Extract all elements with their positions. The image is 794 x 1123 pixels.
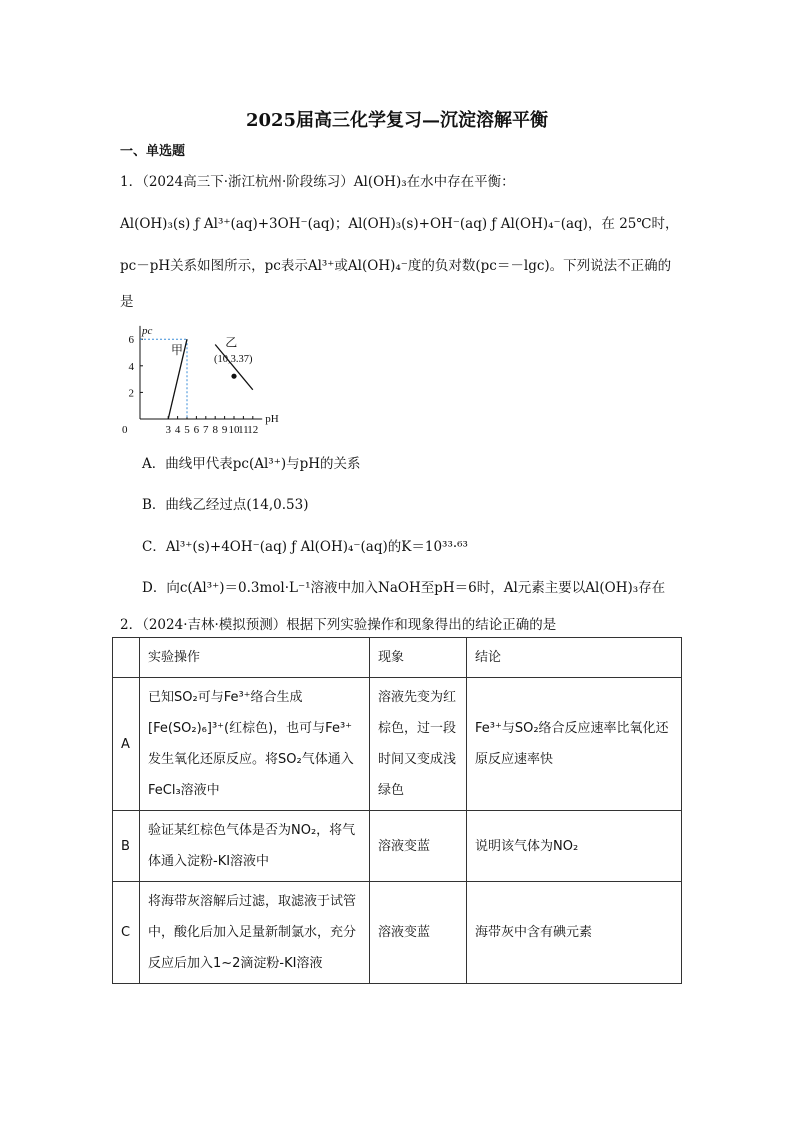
operation-cell: 已知SO₂可与Fe³⁺络合生成[Fe(SO₂)₆]³⁺(红棕色)，也可与Fe³⁺发生氧化还原反应。将SO₂气体通入FeCl₃溶液中: [140, 678, 370, 811]
table-row: [113, 811, 682, 882]
origin-label: 0: [122, 424, 128, 436]
q1-stem-line4: 是: [120, 294, 134, 310]
conclusion-cell: Fe³⁺与SO₂络合反应速率比氧化还原反应速率快: [467, 678, 682, 811]
x-tick-label: 10: [228, 424, 240, 436]
x-tick-label: 9: [221, 424, 228, 436]
table-header-cell: 现象: [370, 638, 467, 678]
table-row: [113, 678, 682, 811]
table-header-cell: [113, 638, 140, 678]
y-axis-label: pc: [142, 324, 153, 337]
series-label-yi: 乙: [225, 335, 238, 350]
q1-option-a: A．曲线甲代表pc(Al³⁺)与pH的关系: [142, 456, 361, 472]
q1-option-b: B．曲线乙经过点(14,0.53): [142, 497, 309, 513]
y-tick-label: 6: [128, 334, 134, 347]
x-axis-label: pH: [265, 413, 279, 425]
y-tick-label: 2: [128, 387, 134, 400]
x-tick-label: 3: [165, 424, 171, 436]
y-tick-label: 4: [128, 360, 134, 373]
conclusion-cell: 说明该气体为NO₂: [467, 811, 682, 882]
phenomenon-cell: 溶液先变为红棕色，过一段时间又变成浅绿色: [370, 678, 467, 811]
x-tick-label: 11: [238, 424, 249, 436]
x-tick-label: 12: [247, 424, 259, 436]
x-tick-label: 5: [184, 424, 190, 436]
table-row: [113, 882, 682, 984]
x-tick-label: 6: [193, 424, 200, 436]
row-label: A: [113, 678, 140, 811]
data-point-label: (10,3.37): [214, 354, 253, 366]
series-line-yi: [215, 345, 253, 390]
table-header-cell: 结论: [467, 638, 682, 678]
series-label-jia: 甲: [171, 343, 184, 358]
data-point: [231, 374, 236, 379]
operation-cell: 验证某红棕色气体是否为NO₂，将气体通入淀粉-KI溶液中: [140, 811, 370, 882]
table-header-cell: 实验操作: [140, 638, 370, 678]
phenomenon-cell: 溶液变蓝: [370, 811, 467, 882]
experiment-table: [112, 637, 682, 984]
q1-stem-line3: pc－pH关系如图所示，pc表示Al³⁺或Al(OH)₄⁻度的负对数(pc＝－lgc)。下列说法不正确的: [120, 258, 672, 274]
page-title: 2025届高三化学复习—沉淀溶解平衡: [245, 110, 549, 131]
section-heading: 一、单选题: [120, 144, 186, 159]
q2-stem: 2．（2024·吉林·模拟预测）根据下列实验操作和现象得出的结论正确的是: [120, 617, 557, 633]
phenomenon-cell: 溶液变蓝: [370, 882, 467, 984]
x-tick-label: 8: [212, 424, 218, 436]
q1-option-c: C．Al³⁺(s)+4OH⁻(aq) ƒ Al(OH)₄⁻(aq)的K＝10³³·⁶³: [142, 539, 468, 555]
conclusion-cell: 海带灰中含有碘元素: [467, 882, 682, 984]
row-label: C: [113, 882, 140, 984]
q1-option-d: D．向c(Al³⁺)＝0.3mol·L⁻¹溶液中加入NaOH至pH＝6时，Al元素主要以Al(OH)₃存在: [142, 580, 666, 596]
operation-cell: 将海带灰溶解后过滤，取滤液于试管中，酸化后加入足量新制氯水，充分反应后加入1~2滴淀粉-KI溶液: [140, 882, 370, 984]
q1-stem-line1: 1．（2024高三下·浙江杭州·阶段练习）Al(OH)₃在水中存在平衡：: [120, 174, 515, 190]
x-tick-label: 7: [203, 424, 209, 436]
pc-ph-chart: [112, 312, 312, 437]
q1-stem-line2: Al(OH)₃(s) ƒ Al³⁺(aq)+3OH⁻(aq)；Al(OH)₃(s)+OH⁻(aq) ƒ Al(OH)₄⁻(aq)，在 25℃时，: [120, 216, 679, 232]
table-header-row: [113, 638, 682, 678]
row-label: B: [113, 811, 140, 882]
x-tick-label: 4: [174, 424, 181, 436]
